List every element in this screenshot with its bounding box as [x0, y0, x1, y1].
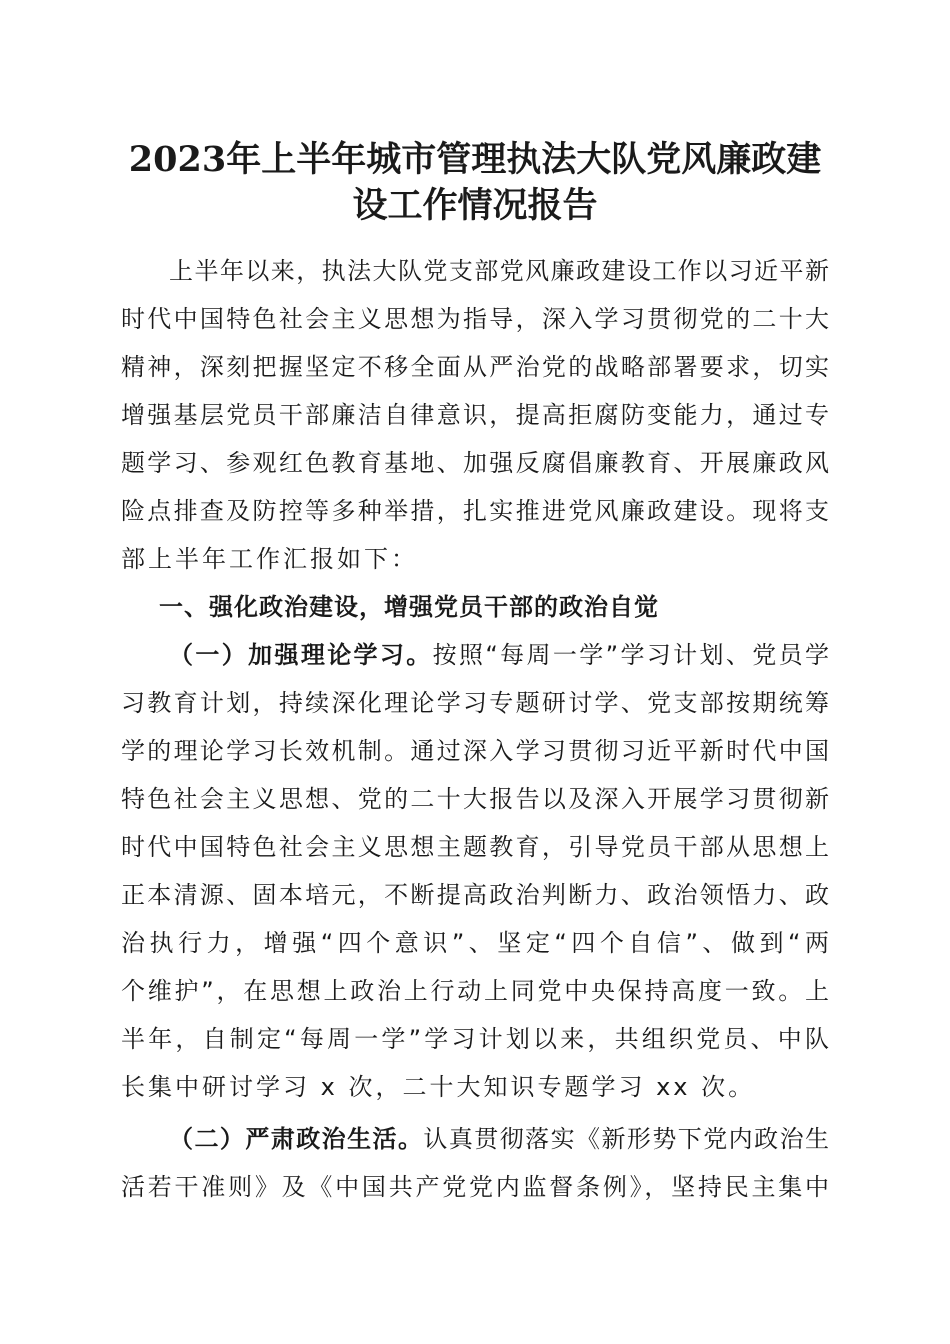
- sub1-line-3: 学的理论学习长效机制。通过深入学习贯彻习近平新时代中国: [121, 737, 829, 765]
- section-1-heading: 一、强化政治建设，增强党员干部的政治自觉: [159, 593, 659, 621]
- intro-line-3: 精神，深刻把握坚定不移全面从严治党的战略部署要求，切实: [121, 353, 829, 381]
- sub1-line-1: [169, 633, 829, 677]
- intro-line-7: 部上半年工作汇报如下：: [121, 545, 418, 573]
- sub1-line-4: 特色社会主义思想、党的二十大报告以及深入开展学习贯彻新: [121, 785, 829, 813]
- document-title-line-2: 设工作情况报告: [352, 185, 598, 226]
- intro-line-2: 时代中国特色社会主义思想为指导，深入学习贯彻党的二十大: [121, 305, 829, 333]
- intro-line-4: 增强基层党员干部廉洁自律意识，提高拒腐防变能力，通过专: [121, 401, 829, 429]
- document-title-line-1: 2023年上半年城市管理执法大队党风廉政建: [128, 139, 822, 180]
- sub1-first-rest: 按照“每周一学”学习计划、党员学: [432, 641, 829, 669]
- sub1-line-7: 治执行力，增强“四个意识”、坚定“四个自信”、做到“两: [121, 929, 829, 957]
- sub2-line-1: [169, 1117, 829, 1161]
- sub1-line-9: 半年，自制定“每周一学”学习计划以来，共组织党员、中队: [121, 1025, 829, 1053]
- sub1-line-6: 正本清源、固本培元，不断提高政治判断力、政治领悟力、政: [121, 881, 829, 909]
- sub2-first-rest: 认真贯彻落实《新形势下党内政治生: [423, 1125, 829, 1153]
- sub1-line-5: 时代中国特色社会主义思想主题教育，引导党员干部从思想上: [121, 833, 829, 861]
- sub1-line-10: 长集中研讨学习 x 次，二十大知识专题学习 xx 次。: [121, 1073, 756, 1101]
- sub1-line-2: 习教育计划，持续深化理论学习专题研讨学、党支部按期统筹: [121, 689, 829, 717]
- intro-line-6: 险点排查及防控等多种举措，扎实推进党风廉政建设。现将支: [121, 497, 829, 525]
- sub1-line-8: 个维护”，在思想上政治上行动上同党中央保持高度一致。上: [121, 977, 829, 1005]
- intro-line-5: 题学习、参观红色教育基地、加强反腐倡廉教育、开展廉政风: [121, 449, 829, 477]
- sub1-lead: （一）加强理论学习。: [169, 641, 433, 669]
- sub2-lead: （二）严肃政治生活。: [169, 1125, 424, 1153]
- intro-line-1: 上半年以来，执法大队党支部党风廉政建设工作以习近平新: [169, 257, 829, 285]
- sub2-line-2: 活若干准则》及《中国共产党党内监督条例》，坚持民主集中: [121, 1173, 829, 1201]
